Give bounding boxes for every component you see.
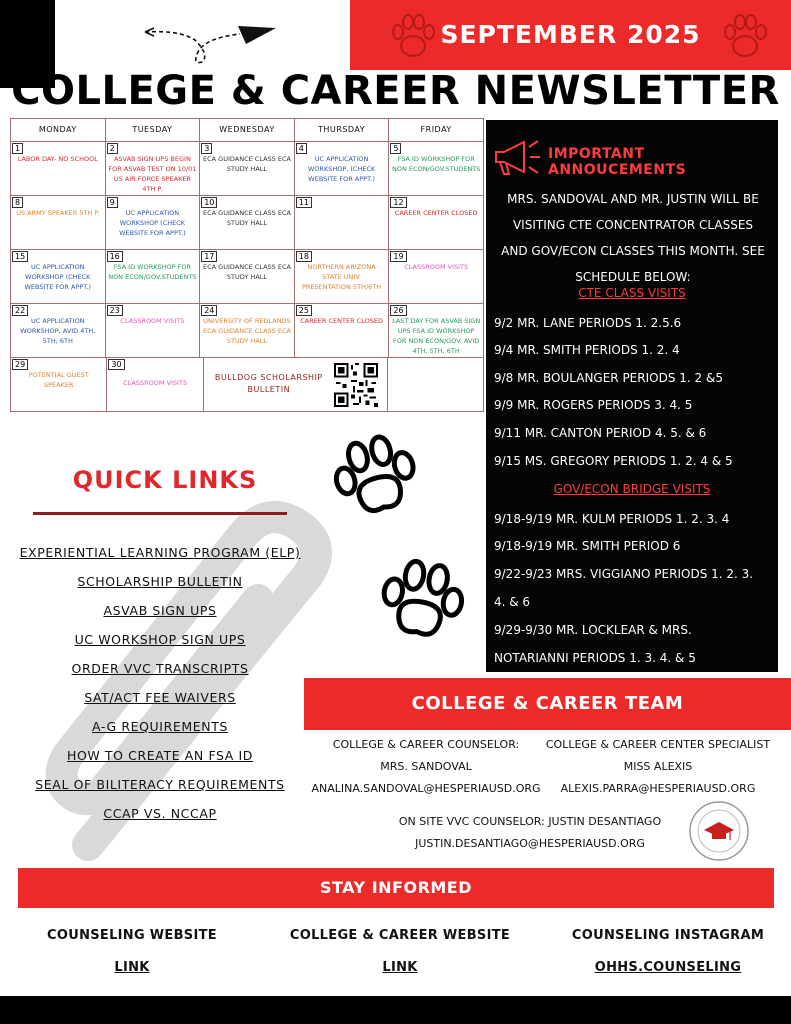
event-text: POTENTIAL GUEST SPEAKER (28, 371, 89, 389)
day-number: 12 (390, 197, 406, 208)
day-number: 16 (107, 251, 123, 262)
event-text: LABOR DAY- NO SCHOOL (17, 155, 98, 163)
day-header: THURSDAY (295, 119, 390, 141)
calendar (10, 118, 484, 412)
announcement-item: 9/8 MR. BOULANGER PERIODS 1. 2 &5 (494, 371, 723, 385)
calendar-cell (106, 196, 201, 249)
announcement-item: 9/18-9/19 MR. SMITH PERIOD 6 (494, 539, 681, 553)
announcements-intro: MRS. SANDOVAL AND MR. JUSTIN WILL BE VISITING CTE CONCENTRATOR CLASSES AND GOV/ECON CLASSES THIS MONTH. SEE SCHEDULE BELOW: (501, 192, 765, 284)
counseling-website (12, 920, 252, 984)
college-career-website (280, 920, 520, 984)
counselor-email[interactable]: ANALINA.SANDOVAL@HESPERIAUSD.ORG (311, 782, 541, 795)
calendar-cell (295, 304, 390, 357)
day-number: 11 (296, 197, 312, 208)
megaphone-icon (490, 132, 544, 180)
day-header: MONDAY (11, 119, 106, 141)
announcement-item: 9/9 MR. ROGERS PERIODS 3. 4. 5 (494, 398, 693, 412)
specialist-name: MISS ALEXIS (623, 760, 693, 773)
calendar-cell (389, 142, 483, 195)
calendar-cell (11, 142, 106, 195)
paw-print-icon (718, 10, 772, 64)
announcement-item: 9/22-9/23 MRS. VIGGIANO PERIODS 1. 2. 3. (494, 567, 754, 581)
announcement-item: 9/11 MR. CANTON PERIOD 4. 5. & 6 (494, 426, 707, 440)
event-text: CAREER CENTER CLOSED (394, 209, 478, 217)
school-seal-logo (688, 800, 750, 862)
calendar-cell (295, 142, 390, 195)
announcements-title: IMPORTANT ANNOUCEMENTS (548, 146, 687, 178)
paw-print-icon (372, 552, 472, 652)
onsite-email[interactable]: JUSTIN.DESANTIAGO@HESPERIAUSD.ORG (415, 837, 645, 850)
day-number: 15 (12, 251, 28, 262)
quick-links-list (10, 538, 310, 828)
day-number: 3 (201, 143, 212, 154)
quick-link[interactable]: SAT/ACT FEE WAIVERS (84, 690, 236, 705)
quick-link[interactable]: UC WORKSHOP SIGN UPS (74, 632, 246, 647)
day-number: 22 (12, 305, 28, 316)
calendar-cell (200, 142, 295, 195)
month-label: SEPTEMBER 2025 (440, 20, 701, 49)
day-number: 19 (390, 251, 406, 262)
calendar-cell (106, 250, 201, 303)
event-text: UC APPLICATION WORKSHOP, (CHECK WEBSITE FOR APPT.) (307, 155, 376, 183)
qr-code-icon[interactable] (334, 363, 378, 407)
announcements-panel (486, 120, 778, 672)
quick-link[interactable]: SCHOLARSHIP BULLETIN (77, 574, 243, 589)
calendar-cell (11, 304, 106, 357)
quick-link[interactable]: EXPERIENTIAL LEARNING PROGRAM (ELP) (19, 545, 301, 560)
event-text: NORTHERN ARIZONA STATE UNIV. PRESENTATION 5TH/6TH (302, 263, 382, 291)
day-number: 17 (201, 251, 217, 262)
quick-link[interactable]: CCAP VS. NCCAP (103, 806, 217, 821)
day-number: 9 (107, 197, 118, 208)
footer-link-title: COLLEGE & CAREER WEBSITE (289, 928, 511, 943)
specialist-role: COLLEGE & CAREER CENTER SPECIALIST (545, 738, 771, 751)
page-title: COLLEGE & CAREER NEWSLETTER (11, 68, 780, 114)
event-text: ECA GUIDANCE CLASS ECA STUDY HALL (203, 209, 291, 227)
specialist-info (545, 734, 771, 800)
day-number: 26 (390, 305, 406, 316)
calendar-cell (200, 304, 295, 357)
calendar-row (11, 249, 483, 303)
footer-link[interactable]: LINK (382, 960, 418, 975)
event-text: US ARMY SPEAKER 5TH P. (16, 209, 100, 217)
calendar-row (11, 303, 483, 357)
footer-link[interactable]: OHHS.COUNSELING (594, 960, 742, 975)
day-header: FRIDAY (420, 125, 452, 134)
day-number: 30 (108, 359, 124, 370)
header-band (350, 0, 791, 70)
scholarship-bulletin-link[interactable]: BULLDOG SCHOLARSHIP BULLETIN (214, 373, 323, 394)
team-banner (304, 678, 791, 730)
cte-heading: CTE CLASS VISITS (578, 286, 686, 300)
specialist-email[interactable]: ALEXIS.PARRA@HESPERIAUSD.ORG (560, 782, 756, 795)
onsite-counselor: ON SITE VVC COUNSELOR: JUSTIN DESANTIAGO (398, 815, 662, 828)
day-number: 2 (107, 143, 118, 154)
calendar-cell (389, 250, 483, 303)
announcement-item: NOTARIANNI PERIODS 1. 3. 4. & 5 (494, 651, 696, 665)
event-text: UC APPLICATION WORKSHOP (CHECK WEBSITE FOR APPT.) (119, 209, 186, 237)
day-header: WEDNESDAY (200, 119, 295, 141)
scholarship-bulletin-cell[interactable] (204, 358, 388, 411)
day-number: 24 (201, 305, 217, 316)
gov-heading: GOV/ECON BRIDGE VISITS (553, 482, 711, 496)
calendar-row (11, 141, 483, 195)
calendar-cell (295, 250, 390, 303)
event-text: UNIVERSITY OF REDLANDS ECA GUIDANCE CLASS ECA STUDY HALL (203, 317, 291, 345)
paw-print-icon (326, 428, 426, 528)
day-number: 18 (296, 251, 312, 262)
day-header: TUESDAY (106, 119, 201, 141)
calendar-cell (389, 304, 483, 357)
announcement-item: 9/29-9/30 MR. LOCKLEAR & MRS. (494, 623, 692, 637)
event-text: CLASSROOM VISITS (120, 317, 185, 325)
announcement-item: 4. & 6 (494, 595, 531, 609)
announcement-item: 9/4 MR. SMITH PERIODS 1. 2. 4 (494, 343, 680, 357)
counseling-instagram (548, 920, 788, 984)
calendar-row (11, 357, 483, 411)
event-text: CAREER CENTER CLOSED (300, 317, 383, 325)
team-title: COLLEGE & CAREER TEAM (411, 693, 684, 714)
announcement-item: 9/2 MR. LANE PERIODS 1. 2.5.6 (494, 316, 682, 330)
day-number: 25 (296, 305, 312, 316)
day-number: 8 (12, 197, 23, 208)
divider (33, 512, 287, 515)
calendar-cell (107, 358, 203, 411)
day-number: 23 (107, 305, 123, 316)
calendar-cell (11, 250, 106, 303)
quick-link[interactable]: ORDER VVC TRANSCRIPTS (71, 661, 249, 676)
day-number: 10 (201, 197, 217, 208)
event-text: UC APPLICATION WORKSHOP, AVID 4TH, 5TH, 6TH (20, 317, 96, 345)
quick-link[interactable]: ASVAB SIGN UPS (103, 603, 217, 618)
event-text: FSA ID WORKSHOP FOR NON ECON/GOV.STUDENTS (108, 263, 197, 281)
footer-link-title: COUNSELING WEBSITE (47, 928, 217, 943)
counselor-role: COLLEGE & CAREER COUNSELOR: (332, 738, 520, 751)
footer-link[interactable]: LINK (114, 960, 150, 975)
counselor-info (310, 734, 542, 800)
calendar-header (11, 119, 483, 141)
announcement-item: 9/18-9/19 MR. KULM PERIODS 1. 2. 3. 4 (494, 512, 730, 526)
day-number: 29 (12, 359, 28, 370)
bottom-bar (0, 996, 791, 1024)
calendar-cell (106, 142, 201, 195)
onsite-counselor-info (380, 811, 680, 855)
calendar-cell (200, 196, 295, 249)
calendar-cell (295, 196, 390, 249)
calendar-cell (389, 196, 483, 249)
calendar-row (11, 195, 483, 249)
event-text: UC APPLICATION WORKSHOP (CHECK WEBSITE FOR APPT.) (24, 263, 92, 291)
counselor-name: MRS. SANDOVAL (380, 760, 472, 773)
calendar-cell (106, 304, 201, 357)
event-text: ECA GUIDANCE CLASS ECA STUDY HALL (203, 263, 291, 281)
day-number: 1 (12, 143, 23, 154)
calendar-cell (200, 250, 295, 303)
announcement-item: 9/15 MS. GREGORY PERIODS 1. 2. 4 & 5 (494, 454, 733, 468)
event-text: ASVAB SIGN UPS BEGIN FOR ASVAB TEST ON 10/01 US AIR FORCE SPEAKER 4TH P. (108, 155, 197, 193)
calendar-cell (11, 358, 107, 411)
event-text: CLASSROOM VISITS (123, 379, 188, 387)
stay-informed-banner (18, 868, 774, 908)
paper-plane-arrow-icon (140, 10, 280, 70)
calendar-cell (11, 196, 106, 249)
event-text: CLASSROOM VISITS (404, 263, 469, 271)
event-text: LAST DAY FOR ASVAB SIGN UPS FSA ID WORKSHOP FOR NON ECON/GOV. AVID 4TH, 5TH, 6TH (392, 317, 481, 355)
event-text: ECA GUIDANCE CLASS ECA STUDY HALL (203, 155, 291, 173)
calendar-cell (388, 358, 483, 411)
quick-link[interactable]: A-G REQUIREMENTS (92, 719, 228, 734)
quick-link[interactable]: HOW TO CREATE AN FSA ID (66, 748, 254, 763)
footer-link-title: COUNSELING INSTAGRAM (571, 928, 765, 943)
quick-links-title: QUICK LINKS (72, 466, 258, 494)
quick-link[interactable]: SEAL OF BILITERACY REQUIREMENTS (35, 777, 285, 792)
day-number: 4 (296, 143, 307, 154)
day-number: 5 (390, 143, 401, 154)
stay-informed-title: STAY INFORMED (319, 878, 473, 897)
event-text: FSA ID WORKSHOP FOR NON ECON/GOV.STUDENTS (391, 155, 481, 173)
